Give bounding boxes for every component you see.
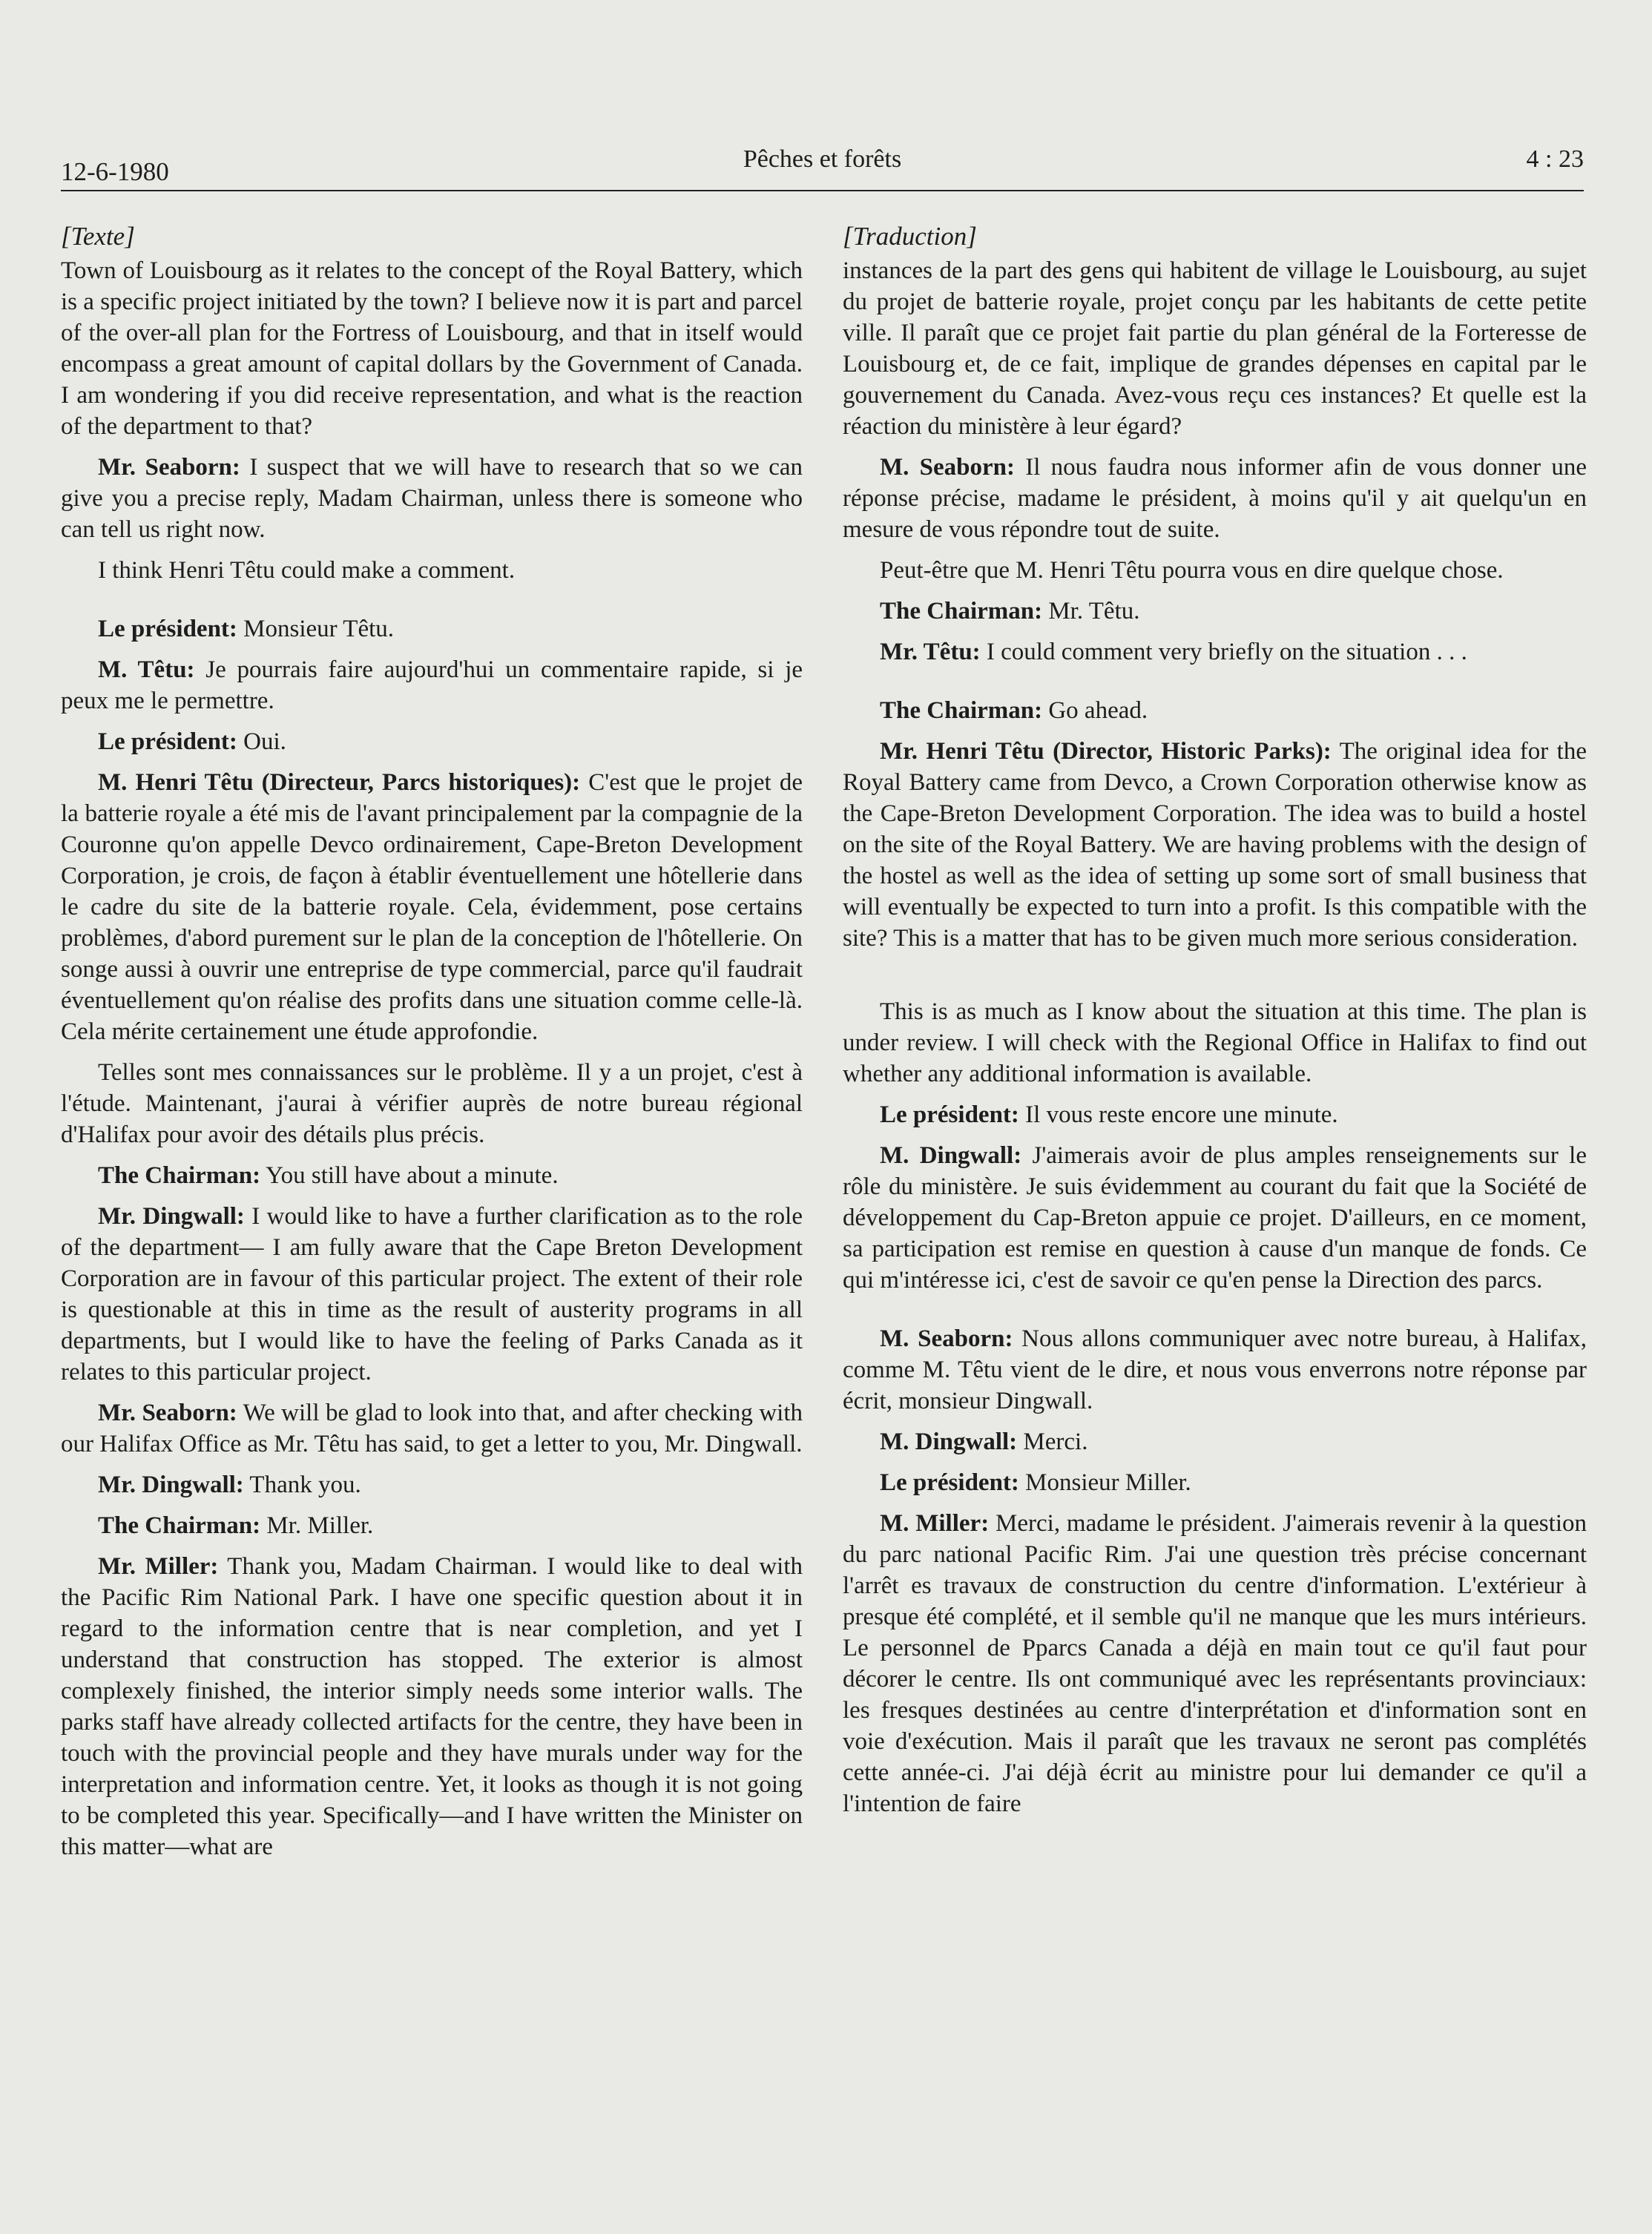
paragraph-text: Go ahead. [1042, 697, 1148, 724]
header-page-number: 4 : 23 [1526, 145, 1584, 173]
paragraph [843, 996, 1587, 1090]
paragraph-text: Merci, madame le président. J'aimerais revenir à la question du parc national Pacific Rim. J'ai une question très précise concernant l'arrêt es travaux de construction du centre d'information. L'extérieur à presque été complété, et il semble qu'il ne manque que les murs intérieurs. Le personnel de Pparcs Canada a déjà en main tout ce qu'il faut pour décorer le centre. Ils ont communiqué avec les représentants provinciaux: les fresques destinées au centre d'interprétation et d'information sont en voie d'exécution. Mais il paraît que les travaux ne seront pas complétés cette année-ci. J'ai déjà écrit au ministre pour lui demander ce qu'il a l'intention de faire [843, 1510, 1587, 1817]
paragraph [61, 452, 803, 545]
paragraph-text: Il nous faudra nous informer afin de vous donner une réponse précise, madame le président, à moins qu'il y ait quelqu'un en mesure de vous répondre tout de suite. [843, 454, 1587, 543]
right-column [843, 221, 1587, 1829]
paragraph-text: I could comment very briefly on the situation . . . [980, 639, 1467, 665]
spacer [843, 1305, 1587, 1323]
speaker: M. Dingwall: [880, 1142, 1022, 1169]
speaker: M. Têtu: [98, 656, 195, 683]
paragraph [843, 255, 1587, 442]
speaker: Mr. Seaborn: [98, 1400, 237, 1426]
paragraph [61, 1551, 803, 1862]
paragraph [61, 1201, 803, 1388]
column-label-texte: [Texte] [61, 222, 135, 251]
paragraph-text: Nous allons communiquer avec notre bureau, à Halifax, comme M. Têtu vient de le dire, et nous vous enverrons notre réponse par écrit, monsieur Dingwall. [843, 1325, 1587, 1414]
paragraph [843, 736, 1587, 954]
paragraph [843, 636, 1587, 668]
paragraph-text: Merci. [1017, 1429, 1088, 1455]
paragraph-text: Thank you, Madam Chairman. I would like to deal with the Pacific Rim National Park. I have one specific question about it in regard to the information centre that is near completion, and yet I understand that construction has stopped. The exterior is almost complexely finished, the interior simply needs some interior walls. The parks staff have already collected artifacts for the centre, they have been in touch with the provincial people and they have murals under way for the interpretation and information centre. Yet, it looks as though it is not going to be completed this year. Specifically—and I have written the Minister on this matter—what are [61, 1553, 803, 1860]
paragraph-text: C'est que le projet de la batterie royale a été mis de l'avant principalement par la compagnie de la Couronne qu'on appelle Devco ordinairement, Cape-Breton Development Corporation, je crois, de façon à établir éventuellement une hôtellerie dans le cadre du site de la batterie royale. Cela, évidemment, pose certains problèmes, d'abord purement sur le plan de la conception de l'hôtellerie. On songe aussi à ouvrir une entreprise de type commercial, parce qu'il faudrait éventuellement qu'on réalise des profits dans une situation comme celle-là. Cela mérite certainement une étude approfondie. [61, 769, 803, 1045]
paragraph [843, 1140, 1587, 1296]
paragraph [843, 1323, 1587, 1417]
speaker: The Chairman: [98, 1512, 261, 1539]
spacer [843, 677, 1587, 695]
paragraph-text: You still have about a minute. [260, 1162, 559, 1189]
paragraph-text: I suspect that we will have to research that so we can give you a precise reply, Madam Chairman, unless there is someone who can tell us right now. [61, 454, 803, 543]
paragraph [61, 555, 803, 586]
paragraph [61, 1057, 803, 1150]
spacer [61, 596, 803, 613]
speaker: Mr. Seaborn: [98, 454, 240, 481]
left-column [61, 221, 803, 1872]
paragraph [843, 1467, 1587, 1498]
paragraph-text: The original idea for the Royal Battery came from Devco, a Crown Corporation otherwise know as the Cape-Breton Development Corporation. The idea was to build a hostel on the site of the Royal Battery. We are having problems with the design of the hostel as well as the idea of setting up some sort of small business that will eventually be expected to turn into a profit. Is this compatible with the site? This is a matter that has to be given much more serious consideration. [843, 738, 1587, 952]
speaker: The Chairman: [98, 1162, 261, 1189]
speaker: Mr. Têtu: [880, 639, 981, 665]
speaker: Mr. Dingwall: [98, 1472, 244, 1498]
paragraph [843, 1099, 1587, 1130]
paragraph-text: Oui. [237, 728, 286, 755]
paragraph-text: Thank you. [243, 1472, 361, 1498]
paragraph-text: Town of Louisbourg as it relates to the concept of the Royal Battery, which is a specific project initiated by the town? I believe now it is part and parcel of the over-all plan for the Fortress of Louisbourg, and that in itself would encompass a great amount of capital dollars by the Government of Canada. I am wondering if you did receive representation, and what is the reaction of the department to that? [61, 257, 803, 440]
paragraph [61, 1510, 803, 1541]
page-header [61, 138, 1584, 191]
paragraph [843, 1508, 1587, 1819]
speaker: The Chairman: [880, 697, 1043, 724]
paragraph [61, 1397, 803, 1460]
paragraph-text: Peut-être que M. Henri Têtu pourra vous en dire quelque chose. [880, 557, 1504, 584]
paragraph-text: This is as much as I know about the situation at this time. The plan is under review. I will check with the Regional Office in Halifax to find out whether any additional information is available. [843, 998, 1587, 1087]
column-label-traduction: [Traduction] [843, 222, 977, 251]
speaker: Mr. Henri Têtu (Director, Historic Parks): [880, 738, 1332, 765]
paragraph [61, 1160, 803, 1191]
speaker: Mr. Miller: [98, 1553, 219, 1580]
paragraph-text: Mr. Miller. [260, 1512, 374, 1539]
paragraph [843, 596, 1587, 627]
speaker: M. Seaborn: [880, 1325, 1013, 1352]
paragraph-text: Monsieur Miller. [1018, 1469, 1191, 1496]
speaker: Le président: [880, 1101, 1019, 1128]
speaker: M. Seaborn: [880, 454, 1015, 481]
paragraph [61, 767, 803, 1047]
speaker: Le président: [98, 616, 237, 642]
paragraph-text: We will be glad to look into that, and after checking with our Halifax Office as Mr. Têtu has said, to get a letter to you, Mr. Dingwall. [61, 1400, 803, 1457]
speaker: Le président: [880, 1469, 1019, 1496]
paragraph [61, 255, 803, 442]
paragraph-text: Mr. Têtu. [1042, 598, 1140, 625]
speaker: The Chairman: [880, 598, 1043, 625]
paragraph [843, 452, 1587, 545]
paragraph-text: I would like to have a further clarification as to the role of the department— I am fully aware that the Cape Breton Development Corporation are in favour of this particular project. The extent of their role is questionable at this in time as the result of austerity programs in all departments, but I would like to have the feeling of Parks Canada as it relates to this particular project. [61, 1203, 803, 1385]
speaker: Mr. Dingwall: [98, 1203, 245, 1230]
paragraph-text: Il vous reste encore une minute. [1018, 1101, 1338, 1128]
speaker: M. Miller: [880, 1510, 990, 1537]
paragraph [61, 726, 803, 757]
header-date: 12-6-1980 [61, 157, 169, 186]
paragraph [843, 555, 1587, 586]
spacer [843, 963, 1587, 996]
paragraph [843, 695, 1587, 726]
paragraph-text: I think Henri Têtu could make a comment. [98, 557, 516, 584]
speaker: M. Dingwall: [880, 1429, 1018, 1455]
paragraph-text: instances de la part des gens qui habitent de village le Louisbourg, au sujet du projet de batterie royale, projet conçu par les habitants de cette petite ville. Il paraît que ce projet fait partie du plan général de la Forteresse de Louisbourg et, de ce fait, implique de grandes dépenses en capital par le gouvernement du Canada. Avez-vous reçu ces instances? Et quelle est la réaction du ministère à leur égard? [843, 257, 1587, 440]
paragraph [61, 613, 803, 645]
paragraph [61, 1469, 803, 1500]
header-title: Pêches et forêts [743, 145, 902, 173]
speaker: Le président: [98, 728, 237, 755]
paragraph-text: Monsieur Têtu. [237, 616, 395, 642]
speaker: M. Henri Têtu (Directeur, Parcs historiques): [98, 769, 581, 796]
paragraph-text: Telles sont mes connaissances sur le problème. Il y a un projet, c'est à l'étude. Maintenant, j'aurai à vérifier auprès de notre bureau régional d'Halifax pour avoir des détails plus précis. [61, 1059, 803, 1148]
paragraph-text: Je pourrais faire aujourd'hui un commentaire rapide, si je peux me le permettre. [61, 656, 803, 714]
paragraph-text: J'aimerais avoir de plus amples renseignements sur le rôle du ministère. Je suis évidemment au courant du fait que la Société de développement du Cap-Breton appuie ce projet. D'ailleurs, en ce moment, sa participation est remise en question à cause d'un manque de fonds. Ce qui m'intéresse ici, c'est de savoir ce qu'en pense la Direction des parcs. [843, 1142, 1587, 1294]
paragraph [843, 1426, 1587, 1457]
paragraph [61, 654, 803, 716]
